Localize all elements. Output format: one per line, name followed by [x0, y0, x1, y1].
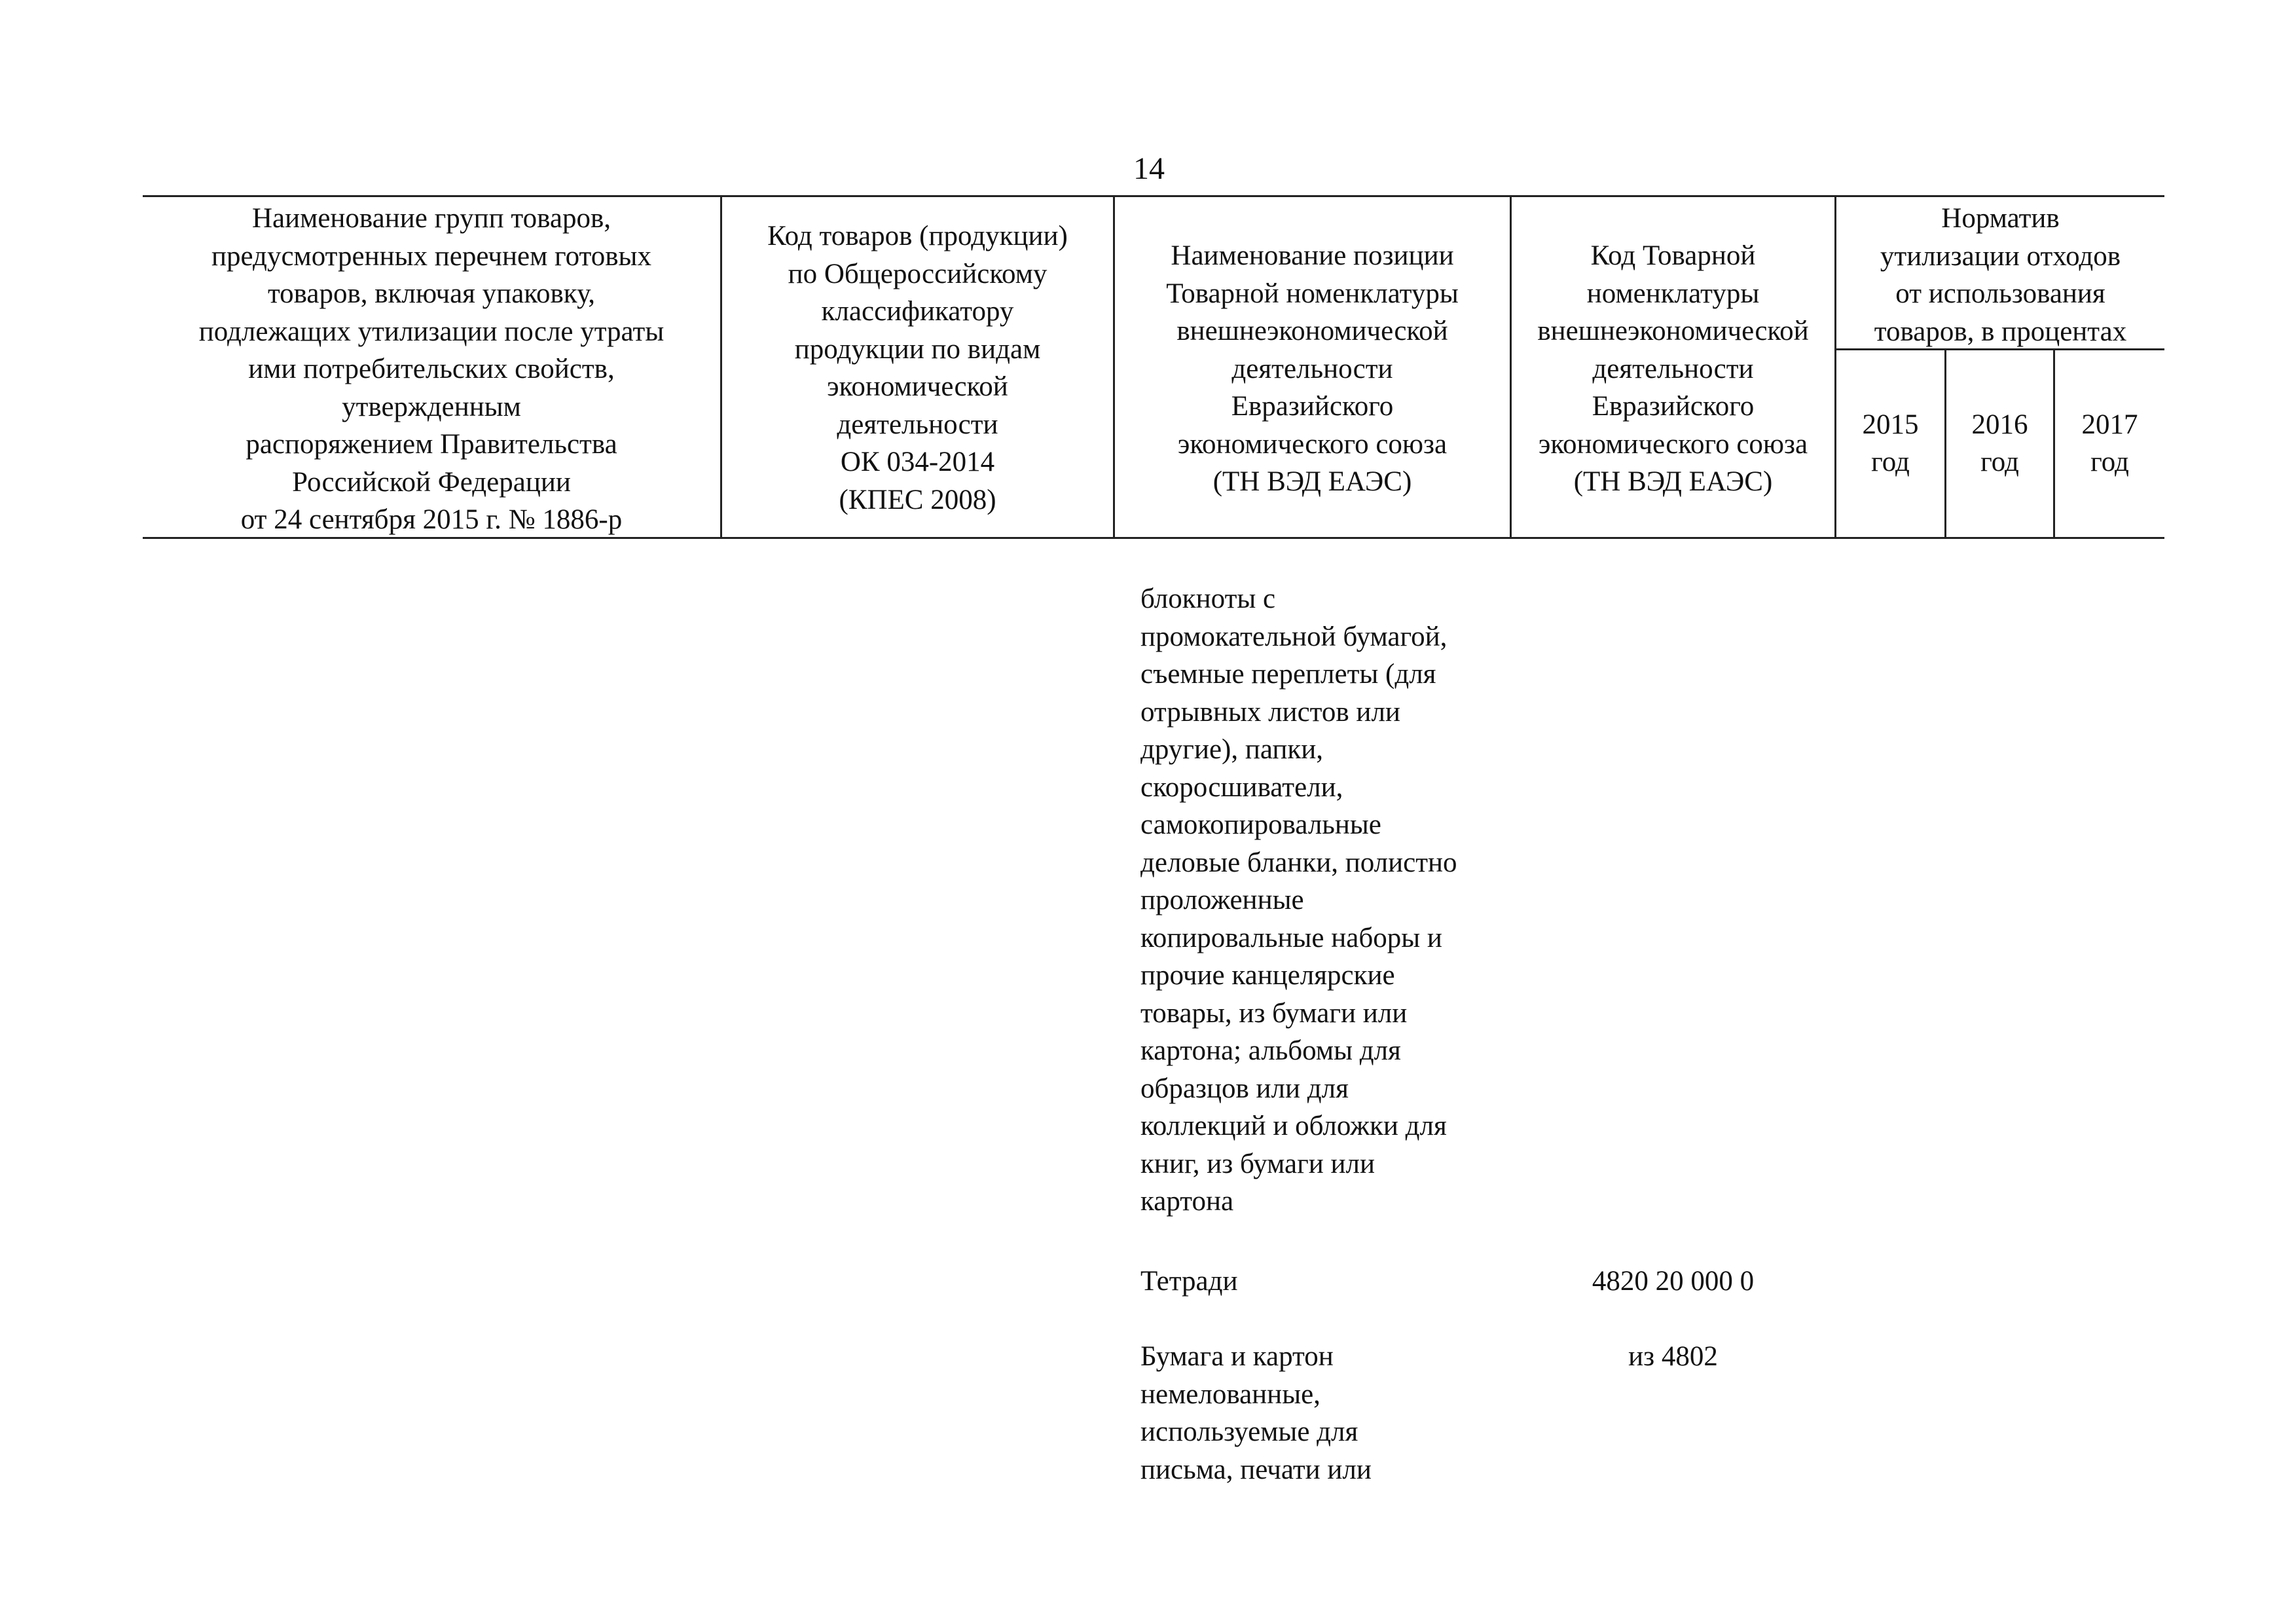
header-tnved-code: Код Товарной номенклатуры внешнеэкономической деятельности Евразийского экономического союза (ТН ВЭД ЕАЭС)	[1537, 240, 1809, 497]
row-notebooks-name: Тетради	[1140, 1266, 1238, 1297]
row-notebooks-code: 4820 20 000 0	[1592, 1266, 1755, 1297]
header-goods-group-name: Наименование групп товаров, предусмотренных перечнем готовых товаров, включая упаковку, подлежащих утилизации после утраты ими потребительских свойств, утвержденным распоряжением Правительства Российской Федерации от 24 сентября 2015 г. № 1886-р	[198, 203, 665, 535]
header-year-2016: 2016 год	[1971, 409, 2028, 477]
header-tnved-name: Наименование позиции Товарной номенклатуры внешнеэкономической деятельности Евразийского экономического союза (ТН ВЭД ЕАЭС)	[1166, 240, 1459, 497]
header-okpd-code: Код товаров (продукции) по Общероссийскому классификатору продукции по видам экономической деятельности ОК 034-2014 (КПЕС 2008)	[767, 221, 1068, 515]
header-year-2015: 2015 год	[1862, 409, 1919, 477]
row-paper-name: Бумага и картон немелованные, используемые для письма, печати или	[1140, 1341, 1372, 1485]
row-paper-code: из 4802	[1628, 1341, 1718, 1372]
table-top-rule	[143, 195, 2164, 197]
header-recycling-norm: Норматив утилизации отходов от использования товаров, в процентах	[1874, 203, 2127, 347]
header-year-2017: 2017 год	[2081, 409, 2138, 477]
page-number: 14	[1133, 151, 1165, 186]
row-stationery-name: блокноты с промокательной бумагой, съемные переплеты (для отрывных листов или другие), папки, скоросшиватели, самокопировальные деловые бланки, полистно проложенные копировальные наборы и прочие канцелярские товары, из бумаги или картона; альбомы для образцов или для коллекций и обложки для книг, из бумаги или картона	[1140, 583, 1457, 1217]
